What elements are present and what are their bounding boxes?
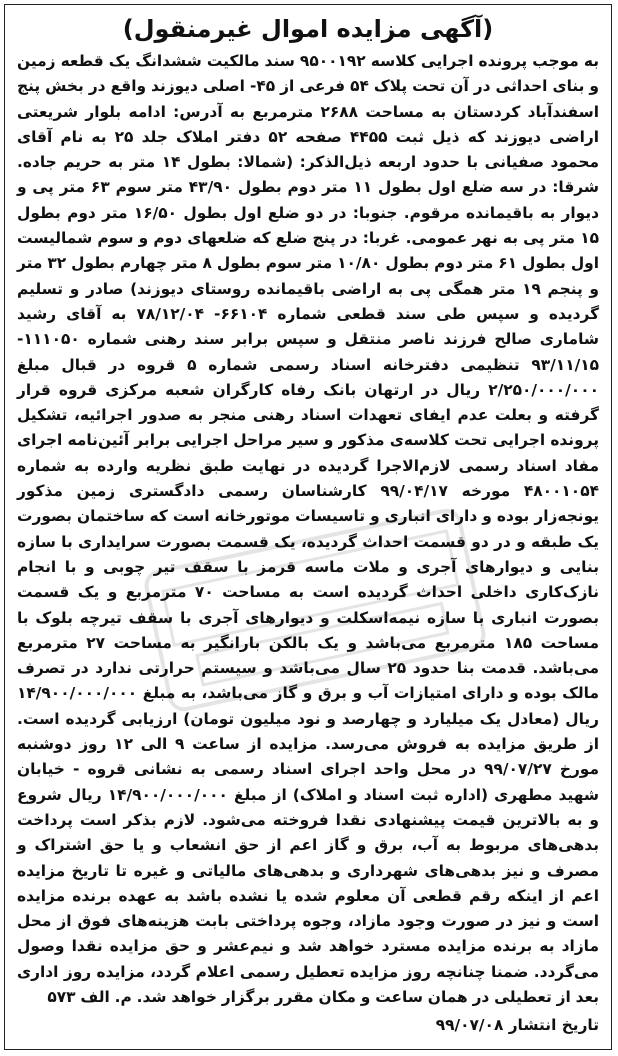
notice-body: به موجب پرونده اجرایی کلاسه ۹۵۰۰۱۹۲ سند مالکیت ششدانگ یک قطعه زمین و بنای احداثی در آن تحت پلاک ۵۴ فرعی از ۴۵- اصلی دیوزند واقع در بخش پنج اسفندآباد کردستان به مساحت ۲۶۸۸ مترمربع به آدرس: ادامه بلوار شریعتی اراضی دیوزند که ذیل ثبت ۴۴۵۵ صفحه ۵۲ دفتر املاک جلد ۲۵ به نام آقای محمود صفیانی با حدود اربعه ذیل‌الذکر: (شمالا: بطول ۱۴ متر به حریم جاده. شرقا: در سه ضلع اول بطول ۱۱ متر دوم بطول ۴۳/۹۰ متر سوم ۶۳ متر پی و دیوار به باقیمانده مرقوم. جنوبا: در دو ضلع اول بطول ۱۶/۵۰ متر دوم بطول ۱۵ متر پی به نهر عمومی. غربا: در پنج ضلع که ضلعهای دوم و سوم شمالیست اول بطول ۶۱ متر دوم بطول ۱۰/۸۰ متر سوم بطول ۸ متر چهارم بطول ۳۲ متر و پنجم ۱۹ متر همگی پی به اراضی باقیمانده روستای دیوزند) صادر و تسلیم گردیده و سپس طی سند قطعی شماره ۶۶۱۰۴- ۷۸/۱۲/۰۴ به آقای رشید شاماری صالح فرزند ناصر منتقل و سپس برابر سند رهنی شماره ۱۱۱۰۵۰- ۹۳/۱۱/۱۵ تنظیمی دفترخانه اسناد رسمی شماره ۵ قروه در قبال مبلغ ۲/۲۵۰/۰۰۰/۰۰۰ ریال در ارتهان بانک رفاه کارگران شعبه مرکزی قروه قرار گرفته و بعلت عدم ایفای تعهدات اسناد رهنی منجر به صدور اجرائیه، تشکیل پرونده اجرایی تحت کلاسه‌ی مذکور و سیر مراحل اجرایی برابر آئین‌نامه اجرای مفاد اسناد رسمی لازم‌الاجرا گردیده در نهایت طبق نظریه وارده به شماره ۴۸۰۰۱۰۵۴ مورخه ۹۹/۰۴/۱۷ کارشناسان رسمی دادگستری زمین مذکور یونجه‌زار بوده و دارای انباری و تاسیسات موتورخانه است که ساختمان بصورت یک طبقه و در دو قسمت احداث گردیده، یک قسمت بصورت سرایداری با سازه بنایی و دیوارهای آجری و ملات ماسه قرمز با سقف تیر چوبی و با انجام نازک‌کاری داخلی احداث گردیده است به مساحت ۷۰ مترمربع و یک قسمت بصورت انباری با سازه نیمه‌اسکلت و دیوارهای آجری با سقف تیرچه بلوک با مساحت ۱۸۵ مترمربع می‌باشد و یک بالکن بارانگیر به مساحت ۲۷ مترمربع می‌باشد. قدمت بنا حدود ۲۵ سال می‌باشد و سیستم حرارتی ندارد در تصرف مالک بوده و دارای امتیازات آب و برق و گاز می‌باشد، به مبلغ ۱۴/۹۰۰/۰۰۰/۰۰۰ ریال (معادل یک میلیارد و چهارصد و نود میلیون تومان) ارزیابی گردیده است. از طریق مزایده به فروش می‌رسد. مزایده از ساعت ۹ الی ۱۲ روز دوشنبه مورخ ۹۹/۰۷/۲۷ در محل واحد اجرای اسناد رسمی به نشانی قروه - خیابان شهید مطهری (اداره ثبت اسناد و املاک) از مبلغ ۱۴/۹۰۰/۰۰۰/۰۰۰ ریال شروع و به بالاترین قیمت پیشنهادی نقدا فروخته می‌شود. لازم بذکر است پرداخت بدهی‌های مربوط به آب، برق و گاز اعم از حق انشعاب و یا حق اشتراک و مصرف و نیز بدهی‌های شهرداری و بدهی‌های مالیاتی و غیره تا تاریخ مزایده اعم از اینکه رقم قطعی آن معلوم شده یا نشده باشد به عهده برنده مزایده است و نیز در صورت وجود مازاد، وجوه پرداختی بابت هزینه‌های فوق از محل مازاد به برنده مزایده مسترد خواهد شد و نیم‌عشر و حق مزایده نقدا وصول می‌گردد. ضمنا چنانچه روز مزایده تعطیل رسمی اعلام گردد، مزایده روز اداری بعد از تعطیلی در همان ساعت و مکان مقرر برگزار خواهد شد. م. الف ۵۷۳ (17, 52, 600, 1006)
notice-frame (4, 4, 612, 1050)
publication-date: تاریخ انتشار ۹۹/۰۷/۰۸ (435, 1016, 599, 1035)
notice-title: (آگهی مزایده اموال غیرمنقول) (122, 15, 494, 43)
